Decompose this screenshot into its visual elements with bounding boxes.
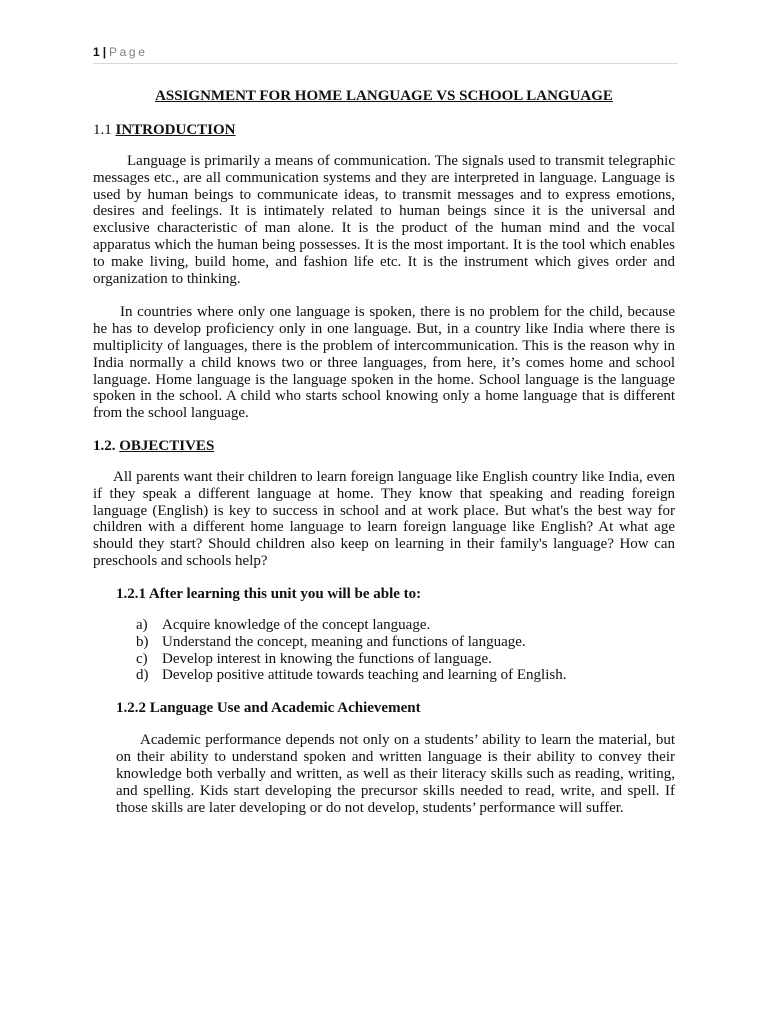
list-text: Develop interest in knowing the functions of language. [162, 650, 492, 667]
page-number: 1 [93, 45, 100, 59]
list-item [136, 651, 675, 668]
objectives-paragraph: All parents want their children to learn foreign language like English country like India, even if they speak a different language at home. They know that speaking and reading foreign language (English) is key to success in school and at work place. But what's the best way for children with a different home language to learn foreign language like English? At what age should they start? Should children also keep on learning in their family's language? How can preschools and schools help? [93, 468, 675, 569]
list-marker: a) [136, 616, 148, 633]
subsection-2-body [116, 732, 675, 816]
page-label: Page [109, 45, 148, 59]
objectives-heading [93, 436, 675, 456]
intro-paragraph-1: Language is primarily a means of communication. The signals used to transmit telegraphic messages etc., are all communication systems and they are interpreted in language. Language is used by human beings to communicate ideas, to transmit messages and to express emotions, desires and feelings. It is intimately related to human beings since it is the universal and exclusive characteristic of man alone. It is the product of the human mind and the vocal apparatus which the human being possesses. It is the most important. It is the tool which enables to make living, build home, and fashion life etc. It is the instrument which gives order and organization to thinking. [93, 153, 675, 287]
subsection-2-paragraph: Academic performance depends not only on a students’ ability to learn the material, but on their ability to understand spoken and written language is their ability to convey their knowledge both verbally and written, as well as their literacy skills such as reading, writing, and spelling. Kids start developing the precursor skills needed to read, write, and spell. If those skills are later developing or do not develop, students’ performance will suffer. [116, 732, 675, 816]
objectives-title: OBJECTIVES [119, 437, 215, 454]
subsection-2-heading: 1.2.2 Language Use and Academic Achievement [116, 700, 421, 717]
intro-heading [93, 120, 675, 140]
list-text: Acquire knowledge of the concept language. [162, 616, 431, 633]
list-text: Develop positive attitude towards teaching and learning of English. [162, 667, 567, 684]
objectives-number: 1.2. [93, 437, 116, 454]
page-header [93, 44, 678, 64]
list-text: Understand the concept, meaning and functions of language. [162, 633, 526, 650]
list-marker: d) [136, 667, 149, 684]
list-marker: b) [136, 633, 149, 650]
list-item [136, 617, 675, 634]
subsection-1-heading: 1.2.1 After learning this unit you will be able to: [116, 585, 422, 602]
objectives-list [136, 617, 675, 685]
intro-number: 1.1 [93, 122, 112, 138]
list-item [136, 667, 675, 684]
header-separator: | [102, 45, 107, 59]
document-title: ASSIGNMENT FOR HOME LANGUAGE VS SCHOOL LANGUAGE [155, 88, 613, 104]
list-marker: c) [136, 650, 148, 667]
intro-paragraph-2: In countries where only one language is spoken, there is no problem for the child, because he has to develop proficiency only in one language. But, in a country like India where there is multiplicity of languages, there is the problem of intercommunication. This is the reason why in India normally a child knows two or three languages, from here, it’s comes home and school language. Home language is the language spoken in the home. School language is the language spoken in the school. A child who starts school knowing only a home language that is different from the school language. [93, 304, 675, 422]
document-body [93, 86, 675, 816]
list-item [136, 634, 675, 651]
intro-title: INTRODUCTION [115, 122, 236, 138]
